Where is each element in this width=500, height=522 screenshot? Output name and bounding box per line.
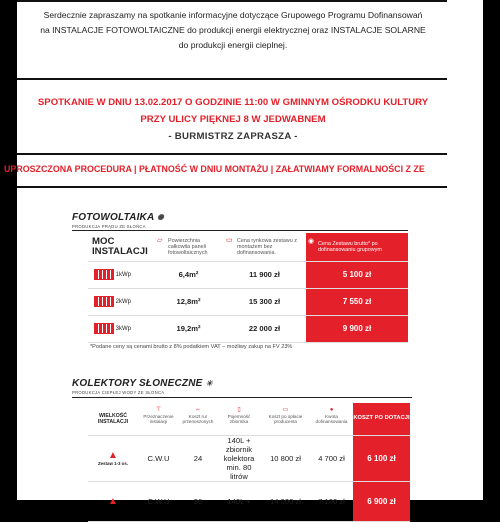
top-rule — [17, 0, 447, 2]
pv-market-cell: 15 300 zł — [223, 288, 306, 315]
pv-power-cell: 3kWp — [88, 315, 154, 342]
rule-after-procedure — [17, 186, 447, 188]
sun-panel-icon: ✺ — [157, 213, 164, 222]
solar-panel-icon — [94, 323, 114, 334]
pv-area-cell: 12,8m² — [154, 288, 223, 315]
meeting-info — [20, 94, 446, 145]
pv-after-cell: 7 550 zł — [306, 288, 408, 315]
collectors-row-2 — [88, 481, 410, 521]
pv-section-line — [72, 230, 408, 231]
pv-header-area: ▱ Powierzchnia całkowita paneli fotowoltaicznych — [154, 233, 223, 261]
col-header-purpose: ⊤ Przeznaczenie instalacji — [138, 403, 179, 435]
pv-title: FOTOWOLTAIKA ✺ — [72, 212, 164, 223]
solar-panel-icon — [94, 269, 114, 280]
col-header-final: KOSZT PO DOTACJI — [353, 403, 410, 435]
col-grant-cell: 4 700 zł — [310, 435, 353, 481]
pv-subtitle: PRODUKCJA PRĄDU ZE SŁOŃCA — [72, 224, 146, 229]
coins-icon: ◉ — [308, 238, 315, 245]
tank-icon: ▯ — [237, 407, 241, 413]
house-icon: ▲ — [108, 450, 118, 461]
pv-row-1 — [88, 261, 408, 288]
col-tank-cell: 140L + zbiornik kolektora min. 80 litrów — [217, 435, 261, 481]
cash-icon: ▭ — [226, 237, 233, 244]
col-final-cell: 6 900 zł — [353, 481, 410, 521]
intro-line-3: do produkcji energii cieplnej. — [178, 40, 288, 50]
col-final-cell: 6 100 zł — [353, 435, 410, 481]
meeting-host: - BURMISTRZ ZAPRASZA - — [168, 131, 298, 142]
pv-row-3 — [88, 315, 408, 342]
collectors-subtitle: PRODUKCJA CIEPŁEJ WODY ZE SŁOŃCA — [72, 390, 165, 395]
collectors-title: KOLEKTORY SŁONECZNE ☀ — [72, 378, 213, 389]
intro-text — [20, 8, 446, 53]
intro-line-2: na INSTALACJE FOTOWOLTAICZNE do produkcji energii elektrycznej oraz INSTALACJE SOLARNE — [40, 25, 426, 35]
intro-line-1: Serdecznie zapraszamy na spotkanie informacyjne dotyczące Grupowego Programu Dofinansowań — [43, 10, 423, 20]
pv-header-power: MOC INSTALACJI — [88, 233, 154, 261]
col-header-area: ⌐ Koszt rur przenoszonych — [179, 403, 217, 435]
collectors-row-1 — [88, 435, 410, 481]
pv-area-cell: 19,2m² — [154, 315, 223, 342]
pv-row-2 — [88, 288, 408, 315]
col-set-cell — [88, 481, 138, 521]
pv-area-cell: 6,4m² — [154, 261, 223, 288]
tap-icon: ⊤ — [155, 407, 162, 413]
pv-header-market: ▭ Cena rynkowa zestawu z montażem bez dofinansowania. — [223, 233, 306, 261]
col-cost-cell: 10 800 zł — [261, 435, 310, 481]
pv-after-cell: 9 900 zł — [306, 315, 408, 342]
pipe-icon: ⌐ — [196, 407, 200, 413]
collectors-header-row — [88, 403, 410, 435]
col-set-cell: ▲ Zestaw 1-3 os. — [88, 435, 138, 481]
pv-table — [88, 233, 408, 343]
procedure-banner: UPROSZCZONA PROCEDURA | PŁATNOŚĆ W DNIU MONTAŻU | ZAŁATWIAMY FORMALNOŚCI Z ZE — [4, 164, 425, 174]
pv-power-cell: 1kWp — [88, 261, 154, 288]
collectors-table — [88, 403, 410, 522]
solar-panel-icon — [94, 296, 114, 307]
sun-icon: ☀ — [205, 379, 213, 388]
cash-icon: ▭ — [282, 407, 289, 413]
col-num-cell: 24 — [179, 435, 217, 481]
meeting-date: SPOTKANIE W DNIU 13.02.2017 O GODZINIE 11:00 W GMINNYM OŚRODKU KULTURY — [37, 97, 429, 108]
rule-after-meeting — [17, 153, 447, 155]
pv-market-cell: 22 000 zł — [223, 315, 306, 342]
pv-price-note: *Podane ceny są cenami brutto z 8% podatkiem VAT – możliwy zakup na FV 23% — [90, 344, 293, 350]
col-cost-cell: 14 000 zł — [261, 481, 310, 521]
col-header-size: WIELKOŚĆ INSTALACJI — [88, 403, 138, 435]
col-header-grant: ● Kwota dofinansowania — [310, 403, 353, 435]
pv-power-cell: 2kWp — [88, 288, 154, 315]
col-grant-cell: 7 100 zł — [310, 481, 353, 521]
collectors-section-line — [72, 397, 412, 398]
house-icon: ▲ — [108, 495, 118, 507]
meeting-address: PRZY ULICY PIĘKNEJ 8 W JEDWABNEM — [140, 114, 326, 125]
col-purpose-cell: C.W.U — [138, 435, 179, 481]
pv-header-after: ◉ Cena Zestawu brutto* po dofinansowaniu grupowym — [306, 233, 408, 261]
piggy-bank-icon: ● — [329, 407, 334, 413]
rule-after-intro — [17, 78, 447, 80]
col-tank-cell: 140L + — [217, 481, 261, 521]
pv-after-cell: 5 100 zł — [306, 261, 408, 288]
col-header-cost: ▭ Koszt po opłacie producenta — [261, 403, 310, 435]
pv-market-cell: 11 900 zł — [223, 261, 306, 288]
pv-header-row — [88, 233, 408, 261]
col-purpose-cell: C.W.U — [138, 481, 179, 521]
col-header-tank: ▯ Pojemność zbiornika — [217, 403, 261, 435]
area-icon: ▱ — [157, 237, 163, 244]
col-num-cell: 36 — [179, 481, 217, 521]
